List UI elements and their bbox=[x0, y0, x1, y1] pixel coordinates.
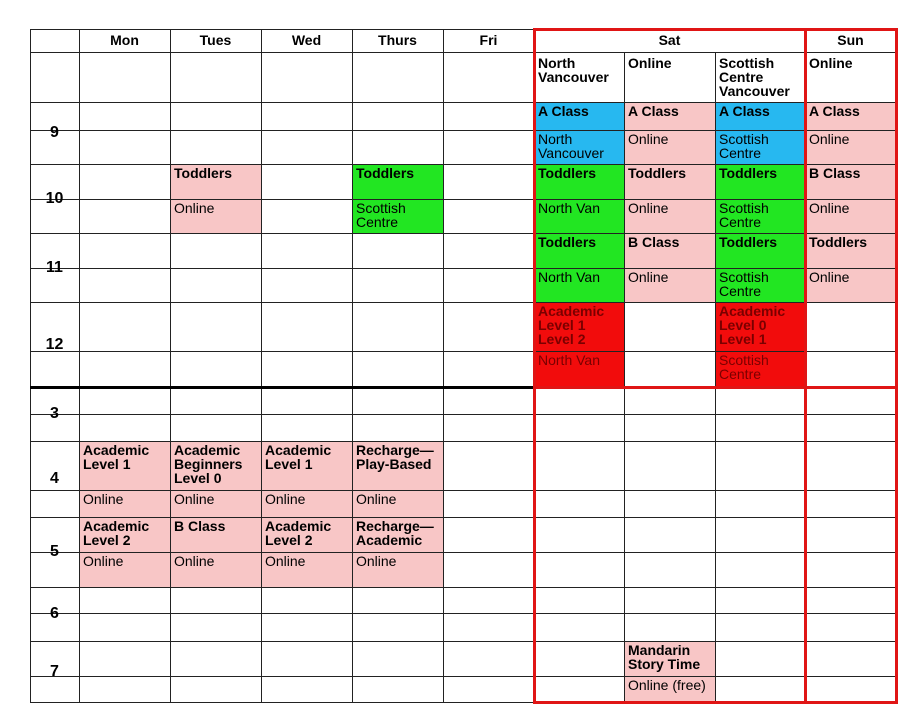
location-header: Online bbox=[628, 55, 672, 71]
schedule-cell: Toddlers bbox=[805, 233, 896, 268]
weekend-frame bbox=[804, 28, 898, 389]
schedule-cell: Online bbox=[805, 268, 896, 302]
day-header-thurs: Thurs bbox=[378, 32, 417, 48]
day-header-wed: Wed bbox=[291, 32, 322, 48]
schedule-cell: A Class bbox=[805, 102, 896, 130]
schedule-cell: A Class bbox=[534, 102, 624, 130]
schedule-cell: A Class bbox=[715, 102, 805, 130]
schedule-cell: Recharge— Play-Based bbox=[352, 441, 443, 490]
schedule-cell: Scottish Centre bbox=[715, 130, 805, 164]
schedule-cell: Online bbox=[79, 490, 170, 517]
schedule-cell: Academic Beginners Level 0 bbox=[170, 441, 261, 490]
schedule-cell: Recharge— Academic bbox=[352, 517, 443, 552]
schedule-cell: Online bbox=[170, 552, 261, 587]
schedule-cell: Online bbox=[170, 490, 261, 517]
hour-label: 6 bbox=[50, 605, 59, 622]
schedule-cell: Toddlers bbox=[352, 164, 443, 199]
schedule-cell: B Class bbox=[624, 233, 715, 268]
schedule-cell: Toddlers bbox=[534, 164, 624, 199]
schedule-cell: Mandarin Story Time bbox=[624, 641, 715, 676]
schedule-cell: Scottish Centre bbox=[715, 199, 805, 233]
hour-label: 9 bbox=[50, 124, 59, 141]
schedule-cell: Academic Level 1 bbox=[261, 441, 352, 490]
schedule-cell: North Van bbox=[534, 268, 624, 302]
hour-label: 12 bbox=[45, 335, 64, 353]
schedule-cell: Online (free) bbox=[624, 676, 715, 702]
schedule-cell: Online bbox=[624, 268, 715, 302]
day-header-sat: Sat bbox=[658, 32, 681, 48]
schedule-cell: Online bbox=[624, 199, 715, 233]
schedule-cell: Academic Level 1 Level 2 bbox=[534, 302, 624, 351]
schedule-cell: Toddlers bbox=[624, 164, 715, 199]
weekend-frame bbox=[804, 386, 898, 704]
schedule-cell: Online bbox=[624, 130, 715, 164]
hour-label: 5 bbox=[50, 543, 59, 560]
schedule-cell: Academic Level 2 bbox=[261, 517, 352, 552]
hour-label: 10 bbox=[45, 189, 64, 207]
schedule-cell: Scottish Centre bbox=[715, 268, 805, 302]
schedule-cell: Online bbox=[261, 552, 352, 587]
schedule-cell: Online bbox=[79, 552, 170, 587]
schedule-cell: North Van bbox=[534, 199, 624, 233]
schedule-cell: Academic Level 1 bbox=[79, 441, 170, 490]
schedule-cell: Toddlers bbox=[715, 233, 805, 268]
schedule-cell: Online bbox=[805, 199, 896, 233]
schedule-cell: Toddlers bbox=[170, 164, 261, 199]
weekend-frame bbox=[533, 28, 807, 389]
day-header-tues: Tues bbox=[199, 32, 232, 48]
schedule-cell: Online bbox=[352, 490, 443, 517]
hour-label: 11 bbox=[46, 258, 63, 276]
schedule-cell: Toddlers bbox=[715, 164, 805, 199]
schedule-cell: A Class bbox=[624, 102, 715, 130]
schedule-cell: B Class bbox=[805, 164, 896, 199]
schedule-cell: Scottish Centre bbox=[352, 199, 443, 233]
schedule-cell: Toddlers bbox=[534, 233, 624, 268]
hour-label: 4 bbox=[50, 470, 59, 487]
day-header-mon: Mon bbox=[110, 32, 139, 48]
location-header: Online bbox=[809, 55, 853, 71]
schedule-cell: Online bbox=[805, 130, 896, 164]
schedule-cell: Academic Level 2 bbox=[79, 517, 170, 552]
schedule-cell: B Class bbox=[170, 517, 261, 552]
schedule-cell: Scottish Centre bbox=[715, 351, 805, 387]
weekend-frame bbox=[533, 386, 807, 704]
hour-label: 7 bbox=[50, 662, 59, 680]
day-header-sun: Sun bbox=[837, 32, 864, 48]
grid-line-horizontal bbox=[30, 386, 534, 389]
day-header-fri: Fri bbox=[479, 32, 498, 48]
location-header: North Vancouver bbox=[538, 55, 609, 85]
schedule-cell: Online bbox=[170, 199, 261, 233]
schedule-cell: Academic Level 0 Level 1 bbox=[715, 302, 805, 351]
hour-label: 3 bbox=[50, 405, 59, 422]
schedule-cell: North Van bbox=[534, 351, 624, 387]
schedule-cell: Online bbox=[261, 490, 352, 517]
schedule-cell: North Vancouver bbox=[534, 130, 624, 164]
schedule-cell: Online bbox=[352, 552, 443, 587]
location-header: Scottish Centre Vancouver bbox=[719, 55, 790, 99]
